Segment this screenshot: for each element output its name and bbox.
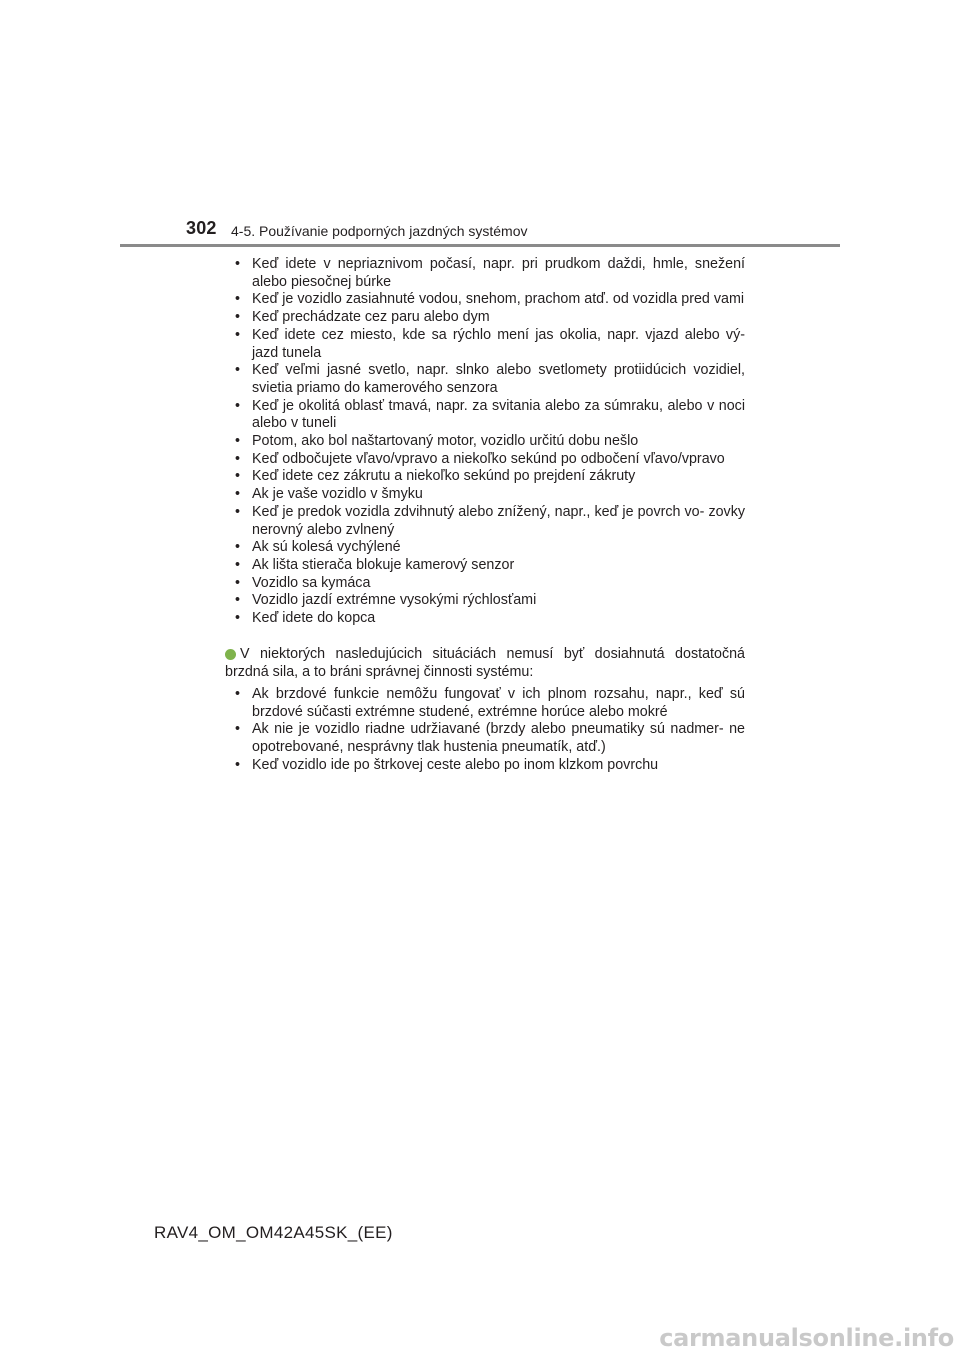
bullet-dot: • [235, 686, 241, 702]
braking-situation-list [235, 686, 745, 775]
list-item: • Keď idete do kopca [235, 610, 376, 627]
bullet-dot: • [235, 433, 241, 450]
bullet-dot: • [235, 397, 241, 414]
list-item: • Keď je predok vozidla zdvihnutý alebo znížený, napr., keď je povrch vo- zovky nerovný alebo zvlnený [235, 503, 745, 538]
braking-force-paragraph: V niektorých nasledujúcich situáciách nemusí byť dosiahnutá dostatočná brzdná sila, a to bráni správnej činnosti systému: [225, 646, 745, 680]
bullet-dot: • [235, 486, 241, 503]
list-item: • Vozidlo sa kymáca [235, 574, 371, 591]
bullet-dot: • [235, 450, 241, 467]
bullet-dot: • [235, 574, 241, 591]
list-item: • Keď veľmi jasné svetlo, napr. slnko alebo svetlomety protiidúcich vozidiel, svietia priamo do kamerového senzora [235, 362, 745, 396]
watermark: carmanualsonline.info [659, 1324, 954, 1352]
list-item: • Ak brzdové funkcie nemôžu fungovať v ich plnom rozsahu, napr., keď sú brzdové súčasti extrémne studené, extrémne horúce alebo mokré [235, 686, 745, 720]
list-item: • Ak nie je vozidlo riadne udržiavané (brzdy alebo pneumatiky sú nadmer- ne opotrebované, nesprávny tlak hustenia pneumatík, atď.) [235, 721, 745, 756]
bullet-dot: • [235, 721, 241, 738]
section-title: 4-5. Používanie podporných jazdných systémov [231, 223, 528, 239]
bullet-dot: • [235, 468, 241, 485]
page-number: 302 [186, 218, 217, 238]
list-item: • Keď prechádzate cez paru alebo dym [235, 309, 490, 326]
bullet-dot: • [235, 539, 241, 556]
document-code-footer: RAV4_OM_OM42A45SK_(EE) [154, 1223, 393, 1242]
bullet-dot: • [235, 556, 241, 573]
list-item: • Keď idete v nepriaznivom počasí, napr. pri prudkom daždi, hmle, snežení alebo piesočnej búrke [235, 256, 745, 290]
list-item: • Keď je vozidlo zasiahnuté vodou, snehom, prachom atď. od vozidla pred vami [235, 291, 745, 308]
list-item: • Ak lišta stierača blokuje kamerový senzor [235, 556, 515, 573]
list-item: • Vozidlo jazdí extrémne vysokými rýchlosťami [235, 592, 537, 609]
bullet-dot: • [235, 309, 241, 326]
list-item: • Ak je vaše vozidlo v šmyku [235, 486, 423, 503]
list-item: • Keď idete cez miesto, kde sa rýchlo mení jas okolia, napr. vjazd alebo vý- jazd tunela [235, 326, 745, 361]
list-item: • Keď idete cez zákrutu a niekoľko sekúnd po prejdení zákruty [235, 468, 636, 485]
header-rule [120, 244, 840, 247]
list-item: • Potom, ako bol naštartovaný motor, vozidlo určitú dobu nešlo [235, 433, 639, 450]
list-item: • Keď vozidlo ide po štrkovej ceste alebo po inom klzkom povrchu [235, 756, 659, 773]
bullet-dot: • [235, 291, 241, 308]
list-item: • Keď odbočujete vľavo/vpravo a niekoľko sekúnd po odbočení vľavo/vpravo [235, 450, 725, 467]
bullet-dot: • [235, 756, 241, 773]
list-item: • Ak sú kolesá vychýlené [235, 539, 401, 556]
bullet-dot: • [235, 503, 241, 520]
bullet-dot: • [235, 256, 241, 272]
list-item: • Keď je okolitá oblasť tmavá, napr. za svitania alebo za súmraku, alebo v noci alebo v tuneli [235, 397, 745, 432]
bullet-dot: • [235, 610, 241, 627]
bullet-dot: • [235, 592, 241, 609]
bullet-dot: • [235, 362, 241, 379]
bullet-dot: • [235, 326, 241, 343]
situation-list [235, 256, 745, 628]
